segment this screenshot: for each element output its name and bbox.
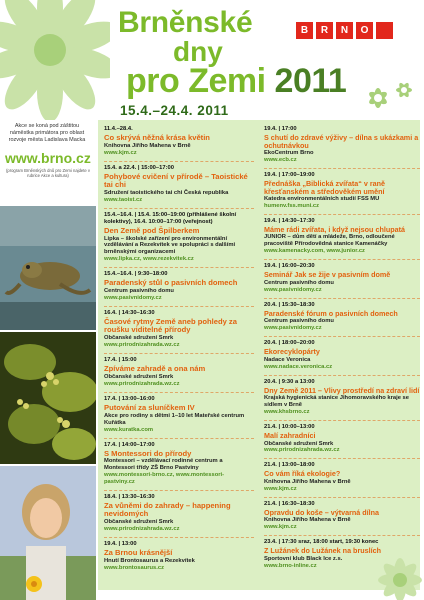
event-organizer: Krajská hygienická stanice Jihomoravského kraje se sídlem v Brně <box>264 395 409 409</box>
event-name: Paradenský stůl o pasivních domech <box>104 278 238 288</box>
event-organizer: Občanské sdružení Smrk <box>104 373 174 380</box>
event-organizer: JUNIOR – dům dětí a mládeže, Brno, odloučené pracoviště Přírodovědná stanice Kamenáčky <box>264 234 395 248</box>
event-organizer: Knihovna Jiřího Mahena v Brně <box>264 517 351 524</box>
event-name: Zpíváme zahradě a ona nám <box>104 363 206 373</box>
event-item <box>104 396 254 434</box>
event-date: 23.4. | 17:30 sraz, 18:00 start, 19:30 konec <box>264 539 379 546</box>
event-web[interactable]: www.nadace.veronica.cz <box>264 363 333 370</box>
event-date: 19.4. | 17:00 <box>264 126 297 132</box>
event-web[interactable]: www.kamenacky.com, www.junior.cz <box>264 248 365 255</box>
event-name: Za Brnou krásnější <box>104 548 173 558</box>
event-web[interactable]: www.khsbrno.cz <box>264 409 310 416</box>
events-column-left <box>104 126 254 576</box>
title-pro-zemi: pro Zemi <box>126 62 266 100</box>
event-organizer: Centrum pasivního domu <box>264 318 334 325</box>
frog-photo <box>0 206 96 330</box>
event-item <box>104 212 254 264</box>
event-web[interactable]: www.brno-inline.cz <box>264 562 317 569</box>
event-name: Putování za sluníčkem IV <box>104 402 195 412</box>
event-item <box>264 218 420 255</box>
event-organizer: Nadace Veronica <box>264 356 311 363</box>
event-item <box>264 302 420 332</box>
event-web[interactable]: www.montessori-brno.cz, www.montessori-pastviny.cz <box>104 472 225 486</box>
daisy-flower-icon <box>0 0 110 120</box>
event-organizer: Občanské sdružení Smrk <box>104 335 174 342</box>
event-web[interactable]: www.prirodnizahrada.wz.cz <box>264 447 340 454</box>
title-line-2: dny <box>173 36 223 67</box>
event-item <box>104 357 254 388</box>
event-name: Seminář Jak se žije v pasivním domě <box>264 270 391 280</box>
event-date: 21.4. | 13:00–18:00 <box>264 462 315 469</box>
event-item <box>104 126 254 157</box>
event-divider <box>104 353 254 354</box>
event-item <box>104 442 254 487</box>
event-organizer: Lipka – školské zařízení pro environmentální vzdělávání a Rezekvítek ve spolupráci s dalšími brněnskými organizacemi <box>104 235 236 256</box>
linden-blossom-photo <box>0 332 96 464</box>
event-date: 20.4. | 18:00–20:00 <box>264 340 315 347</box>
event-name: Pohybové cvičení v přírodě – Taoistické tai chi <box>104 171 248 189</box>
event-item <box>264 462 420 492</box>
event-divider <box>104 208 254 209</box>
event-date: 17.4. | 13:00–16:00 <box>104 395 155 402</box>
event-organizer: Akce pro rodiny s dětmi 1–10 let Mateřské centrum Kuřátka <box>104 412 245 426</box>
event-date: 17.4. | 15:00 <box>104 356 137 363</box>
event-organizer: Centrum pasivního domu <box>264 279 334 286</box>
event-divider <box>104 537 254 538</box>
event-name: Přednáška „Biblická zvířata“ v raně křesťanském a středověkém umění <box>264 178 386 196</box>
event-item <box>264 424 420 454</box>
event-divider <box>264 497 420 498</box>
brno-logo-letter: R <box>316 22 333 39</box>
event-name: S Montessori do přírody <box>104 448 192 458</box>
website-note: (program Brněnských dnů pro Zemi najdete v rubrice Akce a kultura) <box>5 168 91 179</box>
event-name: Co skrývá něžná krása květin <box>104 132 210 142</box>
event-date: 15.4.–16.4. | 9:30–18:00 <box>104 271 168 278</box>
event-divider <box>264 336 420 337</box>
event-name: Dny Země 2011 – Vlivy prostředí na zdraví lidí <box>264 385 420 395</box>
event-organizer: Sportovní klub Black Ice z.s. <box>264 555 343 562</box>
event-web[interactable]: www.brontosaurus.cz <box>104 564 165 571</box>
event-divider <box>264 375 420 376</box>
event-divider <box>104 490 254 491</box>
event-date: 20.4. | 15:30–18:30 <box>264 301 315 308</box>
event-divider <box>264 458 420 459</box>
event-date: 19.4. | 17:00–19:00 <box>264 171 315 178</box>
event-name: Časové rytmy Země aneb pohledy za roušku viditelné přírody <box>104 317 237 335</box>
brno-logo-letter: O <box>356 22 373 39</box>
event-divider <box>104 392 254 393</box>
event-date: 19.4. | 16:00–20:30 <box>264 263 315 270</box>
event-name: S chutí do zdravé výživy – dílna s ukázkami a ochutnávkou <box>264 132 419 150</box>
website-link[interactable]: www.brno.cz <box>5 150 91 166</box>
event-organizer: Knihovna Jiřího Mahena v Brně <box>104 142 191 149</box>
event-date: 21.4. | 10:00–13:00 <box>264 423 315 430</box>
event-divider <box>264 535 420 536</box>
event-item <box>264 340 420 370</box>
brno-logo-letter: B <box>296 22 313 39</box>
event-organizer: Montessori – vzdělávací rodinné centrum a Montessori třídy ZŠ Brno Pastviny <box>104 458 223 472</box>
event-date: 11.4.–28.4. <box>104 126 133 132</box>
event-item <box>104 165 254 204</box>
event-item <box>104 541 254 572</box>
event-web[interactable]: www.prirodnizahrada.wz.cz <box>104 526 180 533</box>
event-web[interactable]: www.kuratka.com <box>104 426 154 433</box>
event-web[interactable]: www.pasivnidomy.cz <box>104 295 162 302</box>
event-organizer: Občanské sdružení Smrk <box>104 519 174 526</box>
event-name: Za vůněmi do zahrady – happening nevidomých <box>104 501 231 519</box>
event-divider <box>104 161 254 162</box>
small-daisy-icon <box>362 76 422 116</box>
event-date: 16.4. | 14:30–16:30 <box>104 310 155 317</box>
event-name: Máme rádi zvířata, i když nejsou chlupatá <box>264 224 405 234</box>
event-divider <box>104 438 254 439</box>
event-date: 19.4. | 14:30–17:30 <box>264 217 315 224</box>
event-organizer: Knihovna Jiřího Mahena v Brně <box>264 478 351 485</box>
event-name: Ekorecyklopárty <box>264 347 320 357</box>
event-web[interactable]: www.prirodnizahrada.wz.cz <box>104 341 180 348</box>
event-web[interactable]: www.pasivnidomy.cz <box>264 325 322 332</box>
event-organizer: Hnutí Brontosaurus a Rezekvítek <box>104 558 195 564</box>
event-divider <box>264 168 420 169</box>
event-divider <box>264 298 420 299</box>
brno-logo-letter: N <box>336 22 353 39</box>
event-name: Malí zahradníci <box>264 430 316 440</box>
girl-with-flower-photo <box>0 466 96 600</box>
event-date: 20.4. | 9:30 a 13:00 <box>264 378 315 385</box>
event-web[interactable]: www.pasivnidomy.cz <box>264 286 322 293</box>
event-item <box>264 172 420 210</box>
event-organizer: Centrum pasivního domu <box>104 288 174 295</box>
event-web[interactable]: www.prirodnizahrada.wz.cz <box>104 380 180 387</box>
event-item <box>264 263 420 293</box>
event-organizer: EkoCentrum Brno <box>264 150 314 157</box>
event-item <box>264 539 420 569</box>
event-item <box>104 271 254 302</box>
event-date: 18.4. | 13:30–16:30 <box>104 494 155 501</box>
event-divider <box>104 306 254 307</box>
event-name: Opravdu do koše – výtvarná dílna <box>264 507 380 517</box>
event-item <box>104 310 254 349</box>
event-name: Paradenské fórum o pasivních domech <box>264 308 398 318</box>
event-web[interactable]: humenv.fss.muni.cz <box>264 203 319 210</box>
event-name: Z Lužánek do Lužánek na bruslích <box>264 546 382 556</box>
event-date: 17.4. | 14:00–17:00 <box>104 441 155 448</box>
brno-logo <box>296 22 393 39</box>
event-item <box>264 126 420 164</box>
event-name: Co vám říká ekologie? <box>264 469 341 479</box>
event-date: 19.4. | 13:00 <box>104 541 137 548</box>
event-divider <box>264 259 420 260</box>
event-date: 15.4.–16.4. | 15.4. 15:00–19:00 (přihlášené školní kolektivy), 16.4. 10:00–17:00 (veřejnost) <box>104 211 237 225</box>
event-web[interactable]: www.ecb.cz <box>264 157 297 164</box>
brno-logo-letter <box>376 22 393 39</box>
event-item <box>264 379 420 416</box>
title-year: 2011 <box>274 62 347 100</box>
event-divider <box>264 214 420 215</box>
event-date: 21.4. | 16:30–18:30 <box>264 500 315 507</box>
title-line-1: Brněnské <box>118 6 253 39</box>
event-web[interactable]: www.kjm.cz <box>264 485 297 492</box>
patronage-note: Akce se koná pod záštitou náměstka primátora pro oblast rozvoje města Ladislava Macka <box>8 123 86 143</box>
event-divider <box>264 420 420 421</box>
event-web[interactable]: www.kjm.cz <box>104 149 137 156</box>
title-line-3 <box>126 64 346 98</box>
event-divider <box>104 267 254 268</box>
event-name: Den Země pod Špilberkem <box>104 225 200 235</box>
event-organizer: Sdružení taoistického tai chi Česká republika <box>104 189 229 196</box>
event-organizer: Občanské sdružení Smrk <box>264 440 334 447</box>
event-web[interactable]: www.taoist.cz <box>104 196 143 203</box>
event-item <box>264 501 420 531</box>
event-item <box>104 494 254 533</box>
event-date: 15.4. a 22.4. | 15:00–17:00 <box>104 164 174 171</box>
events-column-right <box>264 126 420 574</box>
event-dates: 15.4.–24.4. 2011 <box>120 103 229 118</box>
event-web[interactable]: www.kjm.cz <box>264 524 297 531</box>
event-organizer: Katedra environmentálních studií FSS MU <box>264 196 380 203</box>
event-web[interactable]: www.lipka.cz, www.rezekvitek.cz <box>104 256 194 263</box>
